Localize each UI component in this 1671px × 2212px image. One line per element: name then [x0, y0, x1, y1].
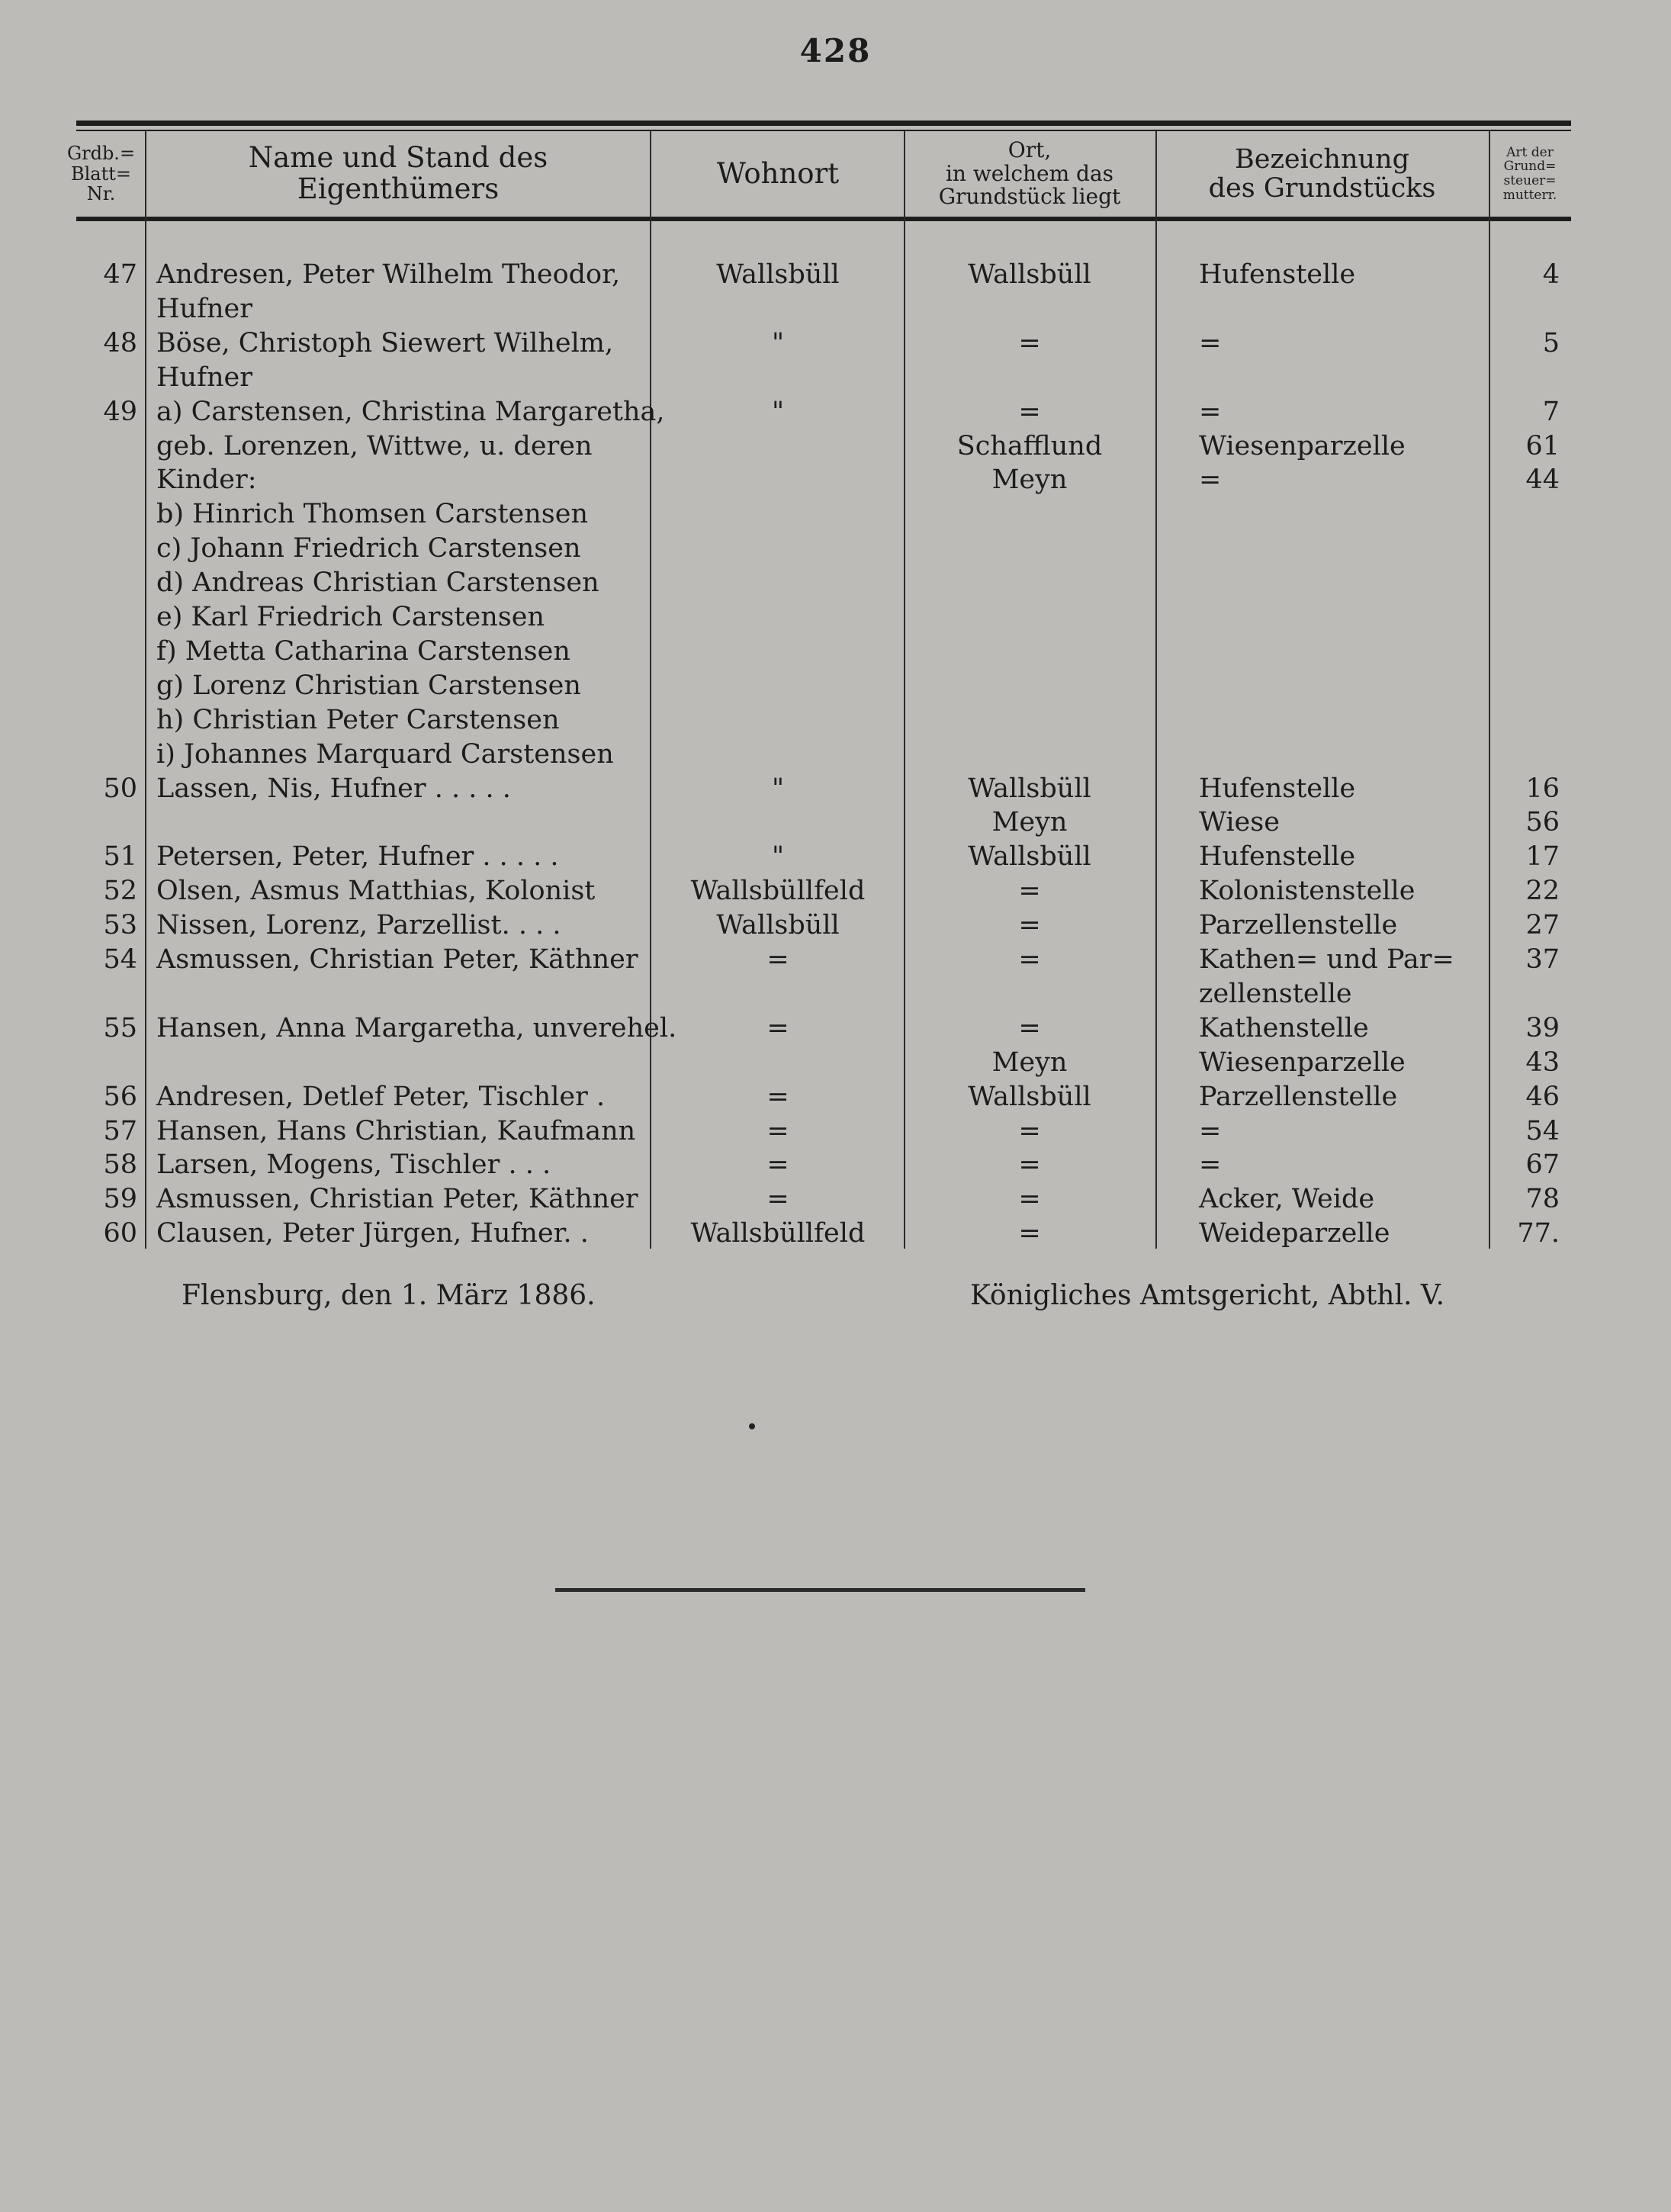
- cell-name: Andresen, Peter Wilhelm Theodor,: [156, 259, 621, 290]
- header-ort-line: Grundstück liegt: [938, 184, 1121, 210]
- table-row: [0, 292, 1671, 326]
- cell-ort: =: [1018, 910, 1041, 941]
- header-nr-line: Nr.: [86, 183, 116, 205]
- cell-nr: [76, 738, 137, 771]
- cell-art: 61: [1525, 430, 1560, 461]
- cell-ort: =: [1018, 327, 1041, 358]
- cell-bez: =: [1199, 327, 1222, 358]
- cell-art: [1491, 292, 1560, 326]
- cell-art: 78: [1525, 1184, 1560, 1215]
- cell-ort: [904, 292, 1155, 326]
- cell-bez: [1199, 497, 1489, 531]
- cell-ort: [904, 600, 1155, 634]
- cell-bez: Kathen= und Par=: [1199, 944, 1454, 975]
- cell-wohnort: [652, 532, 904, 565]
- cell-name: a) Carstensen, Christina Margaretha,: [156, 396, 665, 427]
- cell-wohnort: Wallsbüllfeld: [690, 876, 866, 907]
- cell-name: Hufner: [156, 293, 253, 324]
- cell-wohnort: [652, 429, 904, 463]
- cell-wohnort: Wallsbüll: [716, 259, 840, 290]
- cell-art: [1491, 532, 1560, 565]
- cell-nr: [76, 532, 137, 565]
- cell-art: [1491, 497, 1560, 531]
- cell-ort: [904, 532, 1155, 565]
- table-row: [0, 463, 1671, 497]
- header-nr: [61, 131, 141, 217]
- cell-wohnort: Wallsbüll: [716, 910, 840, 941]
- cell-ort: =: [1018, 876, 1041, 907]
- cell-ort: Meyn: [991, 1047, 1068, 1078]
- cell-ort: [904, 703, 1155, 737]
- cell-wohnort: ": [771, 327, 785, 358]
- cell-wohnort: [652, 600, 904, 634]
- cell-wohnort: [652, 669, 904, 703]
- cell-art: [1491, 669, 1560, 703]
- cell-wohnort: [652, 463, 904, 497]
- header-art-line: Art der: [1506, 144, 1554, 160]
- cell-nr: [76, 600, 137, 634]
- table-row: [0, 805, 1671, 839]
- table-row: [0, 1046, 1671, 1079]
- cell-nr: 50: [103, 773, 137, 804]
- cell-bez: =: [1199, 1115, 1222, 1146]
- cell-bez: Wiesenparzelle: [1199, 1047, 1406, 1078]
- cell-ort: Wallsbüll: [968, 259, 1091, 290]
- cell-name: Petersen, Peter, Hufner . . . . .: [156, 841, 559, 873]
- cell-wohnort: [652, 738, 904, 771]
- cell-wohnort: [652, 635, 904, 668]
- cell-nr: [76, 703, 137, 737]
- table-row: [0, 772, 1671, 805]
- cell-name: [156, 977, 648, 1011]
- cell-nr: [76, 977, 137, 1011]
- footer-court: Königliches Amtsgericht, Abthl. V.: [970, 1280, 1445, 1311]
- header-ort-line: in welchem das: [945, 160, 1114, 186]
- cell-name: Clausen, Peter Jürgen, Hufner. .: [156, 1218, 589, 1249]
- header-wohnort: [652, 131, 904, 217]
- cell-nr: [76, 635, 137, 668]
- header-name-text: Name und Stand des Eigenthümers: [248, 141, 548, 205]
- end-rule: [555, 1588, 1085, 1592]
- cell-nr: 52: [103, 876, 137, 907]
- cell-bez: Hufenstelle: [1199, 259, 1356, 290]
- cell-bez: Hufenstelle: [1199, 773, 1356, 804]
- header-ort-line: Ort,: [1007, 137, 1052, 162]
- table-row: [0, 1217, 1671, 1250]
- cell-art: 7: [1542, 396, 1560, 427]
- table-row: [0, 361, 1671, 394]
- header-bez-line: des Grundstücks: [1208, 173, 1436, 204]
- table-row: [0, 738, 1671, 771]
- cell-nr: 47: [103, 259, 137, 290]
- header-art: [1489, 131, 1571, 217]
- cell-ort: Meyn: [991, 807, 1068, 838]
- cell-nr: [76, 361, 137, 394]
- cell-ort: [904, 738, 1155, 771]
- cell-wohnort: [652, 566, 904, 600]
- table-row: [0, 943, 1671, 976]
- cell-ort: Wallsbüll: [968, 841, 1091, 873]
- cell-ort: =: [1018, 1115, 1041, 1146]
- cell-art: 5: [1542, 327, 1560, 358]
- cell-nr: 48: [103, 327, 137, 358]
- cell-nr: [76, 805, 137, 839]
- cell-art: [1491, 703, 1560, 737]
- cell-name: [156, 1046, 648, 1079]
- cell-name: g) Lorenz Christian Carstensen: [156, 670, 581, 701]
- table-row: [0, 874, 1671, 908]
- cell-name: c) Johann Friedrich Carstensen: [156, 533, 581, 564]
- cell-bez: [1199, 532, 1489, 565]
- cell-wohnort: =: [766, 1012, 789, 1043]
- cell-name: Larsen, Mogens, Tischler . . .: [156, 1149, 551, 1181]
- cell-wohnort: =: [766, 1149, 789, 1181]
- cell-ort: [904, 669, 1155, 703]
- cell-ort: [904, 977, 1155, 1011]
- cell-name: [156, 805, 648, 839]
- cell-bez: Parzellenstelle: [1199, 910, 1398, 941]
- cell-nr: [76, 566, 137, 600]
- cell-wohnort: ": [771, 773, 785, 804]
- cell-ort: =: [1018, 944, 1041, 975]
- page-number: 428: [799, 32, 872, 69]
- header-bez-line: Bezeichnung: [1235, 143, 1409, 175]
- header-ort: [904, 131, 1155, 217]
- cell-bez: =: [1199, 465, 1222, 496]
- cell-name: Böse, Christoph Siewert Wilhelm,: [156, 327, 614, 358]
- table-row: [0, 600, 1671, 634]
- cell-art: 56: [1525, 807, 1560, 838]
- header-name: [146, 131, 650, 217]
- cell-wohnort: [652, 805, 904, 839]
- header-art-line: steuer=: [1503, 173, 1557, 188]
- cell-name: Olsen, Asmus Matthias, Kolonist: [156, 876, 596, 907]
- cell-bez: [1199, 635, 1489, 668]
- cell-ort: Meyn: [991, 465, 1068, 496]
- table-row: [0, 1011, 1671, 1045]
- table-row: [0, 669, 1671, 703]
- cell-art: [1491, 566, 1560, 600]
- cell-bez: Kathenstelle: [1199, 1012, 1369, 1043]
- cell-bez: Hufenstelle: [1199, 841, 1356, 873]
- cell-ort: Wallsbüll: [968, 1081, 1091, 1112]
- cell-nr: 60: [103, 1218, 137, 1249]
- cell-ort: [904, 361, 1155, 394]
- header-wohnort-text: Wohnort: [716, 156, 840, 190]
- cell-wohnort: =: [766, 1184, 789, 1215]
- cell-name: Hansen, Hans Christian, Kaufmann: [156, 1115, 636, 1146]
- cell-art: 43: [1525, 1047, 1560, 1078]
- table-row: [0, 1148, 1671, 1182]
- cell-ort: =: [1018, 1149, 1041, 1181]
- cell-name: Asmussen, Christian Peter, Käthner: [156, 944, 638, 975]
- cell-art: 77.: [1517, 1218, 1560, 1249]
- cell-name: h) Christian Peter Carstensen: [156, 704, 560, 735]
- cell-nr: 51: [103, 841, 137, 873]
- table-row: [0, 532, 1671, 565]
- cell-art: [1491, 600, 1560, 634]
- cell-ort: =: [1018, 1012, 1041, 1043]
- cell-bez: zellenstelle: [1199, 978, 1352, 1009]
- cell-bez: Wiesenparzelle: [1199, 430, 1406, 461]
- cell-art: 22: [1525, 876, 1560, 907]
- cell-bez: [1199, 669, 1489, 703]
- cell-wohnort: =: [766, 1081, 789, 1112]
- cell-bez: Parzellenstelle: [1199, 1081, 1398, 1112]
- cell-art: 44: [1525, 465, 1560, 496]
- cell-ort: =: [1018, 1218, 1041, 1249]
- cell-nr: 57: [103, 1115, 137, 1146]
- cell-bez: [1199, 600, 1489, 634]
- cell-bez: Wiese: [1199, 807, 1280, 838]
- cell-name: geb. Lorenzen, Wittwe, u. deren: [156, 430, 593, 461]
- cell-art: 39: [1525, 1012, 1560, 1043]
- cell-name: Kinder:: [156, 465, 257, 496]
- cell-nr: 54: [103, 944, 137, 975]
- cell-name: f) Metta Catharina Carstensen: [156, 635, 570, 667]
- header-bez: [1155, 131, 1489, 217]
- cell-bez: Acker, Weide: [1199, 1184, 1375, 1215]
- cell-art: 16: [1525, 773, 1560, 804]
- header-rule: [76, 217, 1571, 221]
- cell-wohnort: ": [771, 841, 785, 873]
- cell-nr: [76, 429, 137, 463]
- table-row: [0, 566, 1671, 600]
- cell-art: 54: [1525, 1115, 1560, 1146]
- table-row: [0, 258, 1671, 291]
- cell-bez: =: [1199, 1149, 1222, 1181]
- table-row: [0, 497, 1671, 531]
- table-row: [0, 1114, 1671, 1148]
- table-row: [0, 635, 1671, 668]
- cell-nr: 49: [103, 396, 137, 427]
- cell-bez: =: [1199, 396, 1222, 427]
- cell-name: Hansen, Anna Margaretha, unverehel.: [156, 1012, 677, 1043]
- cell-bez: Kolonistenstelle: [1199, 876, 1416, 907]
- cell-wohnort: [652, 977, 904, 1011]
- cell-nr: [76, 497, 137, 531]
- cell-nr: 59: [103, 1184, 137, 1215]
- cell-nr: [76, 292, 137, 326]
- cell-name: Asmussen, Christian Peter, Käthner: [156, 1184, 638, 1215]
- cell-name: Nissen, Lorenz, Parzellist. . . .: [156, 910, 561, 941]
- cell-name: Lassen, Nis, Hufner . . . . .: [156, 773, 511, 804]
- table-row: [0, 1182, 1671, 1216]
- cell-art: 4: [1542, 259, 1560, 290]
- table-row: [0, 429, 1671, 463]
- cell-wohnort: [652, 292, 904, 326]
- cell-ort: =: [1018, 1184, 1041, 1215]
- cell-bez: Weideparzelle: [1199, 1218, 1390, 1249]
- cell-art: [1491, 977, 1560, 1011]
- cell-nr: [76, 463, 137, 497]
- cell-bez: [1199, 361, 1489, 394]
- cell-wohnort: =: [766, 944, 789, 975]
- cell-name: b) Hinrich Thomsen Carstensen: [156, 499, 588, 530]
- cell-name: Hufner: [156, 362, 253, 393]
- cell-wohnort: [652, 361, 904, 394]
- cell-ort: =: [1018, 396, 1041, 427]
- cell-nr: 53: [103, 910, 137, 941]
- cell-name: i) Johannes Marquard Carstensen: [156, 738, 614, 770]
- header-art-line: Grund=: [1503, 159, 1557, 175]
- cell-wohnort: =: [766, 1115, 789, 1146]
- table-row: [0, 977, 1671, 1011]
- table-row: [0, 840, 1671, 873]
- table-row: [0, 326, 1671, 360]
- cell-nr: [76, 669, 137, 703]
- cell-wohnort: ": [771, 396, 785, 427]
- cell-art: [1491, 738, 1560, 771]
- cell-ort: Schafflund: [956, 430, 1103, 461]
- top-rule: [76, 121, 1571, 126]
- cell-art: 27: [1525, 910, 1560, 941]
- cell-art: 37: [1525, 944, 1560, 975]
- table-row: [0, 703, 1671, 737]
- cell-name: d) Andreas Christian Carstensen: [156, 567, 599, 599]
- cell-ort: [904, 566, 1155, 600]
- cell-bez: [1199, 703, 1489, 737]
- table-row: [0, 908, 1671, 942]
- header-nr-line: Grdb.=: [66, 143, 136, 165]
- cell-art: [1491, 635, 1560, 668]
- header-art-line: mutterr.: [1502, 187, 1557, 203]
- cell-nr: [76, 1046, 137, 1079]
- cell-name: Andresen, Detlef Peter, Tischler .: [156, 1081, 606, 1112]
- cell-ort: Wallsbüll: [968, 773, 1091, 804]
- table-row: [0, 395, 1671, 429]
- cell-wohnort: [652, 497, 904, 531]
- cell-art: 67: [1525, 1149, 1560, 1181]
- cell-ort: [904, 635, 1155, 668]
- ink-dot: [749, 1423, 755, 1429]
- cell-art: [1491, 361, 1560, 394]
- cell-art: 17: [1525, 841, 1560, 873]
- cell-bez: [1199, 566, 1489, 600]
- cell-bez: [1199, 738, 1489, 771]
- cell-wohnort: [652, 1046, 904, 1079]
- cell-nr: 58: [103, 1149, 137, 1181]
- cell-wohnort: Wallsbüllfeld: [690, 1218, 866, 1249]
- cell-bez: [1199, 292, 1489, 326]
- cell-wohnort: [652, 703, 904, 737]
- footer-place-date: Flensburg, den 1. März 1886.: [182, 1280, 596, 1311]
- cell-ort: [904, 497, 1155, 531]
- cell-name: e) Karl Friedrich Carstensen: [156, 602, 545, 632]
- table-row: [0, 1080, 1671, 1114]
- cell-art: 46: [1525, 1081, 1560, 1112]
- header-nr-line: Blatt=: [70, 162, 132, 185]
- cell-nr: 56: [103, 1081, 137, 1112]
- cell-nr: 55: [103, 1012, 137, 1043]
